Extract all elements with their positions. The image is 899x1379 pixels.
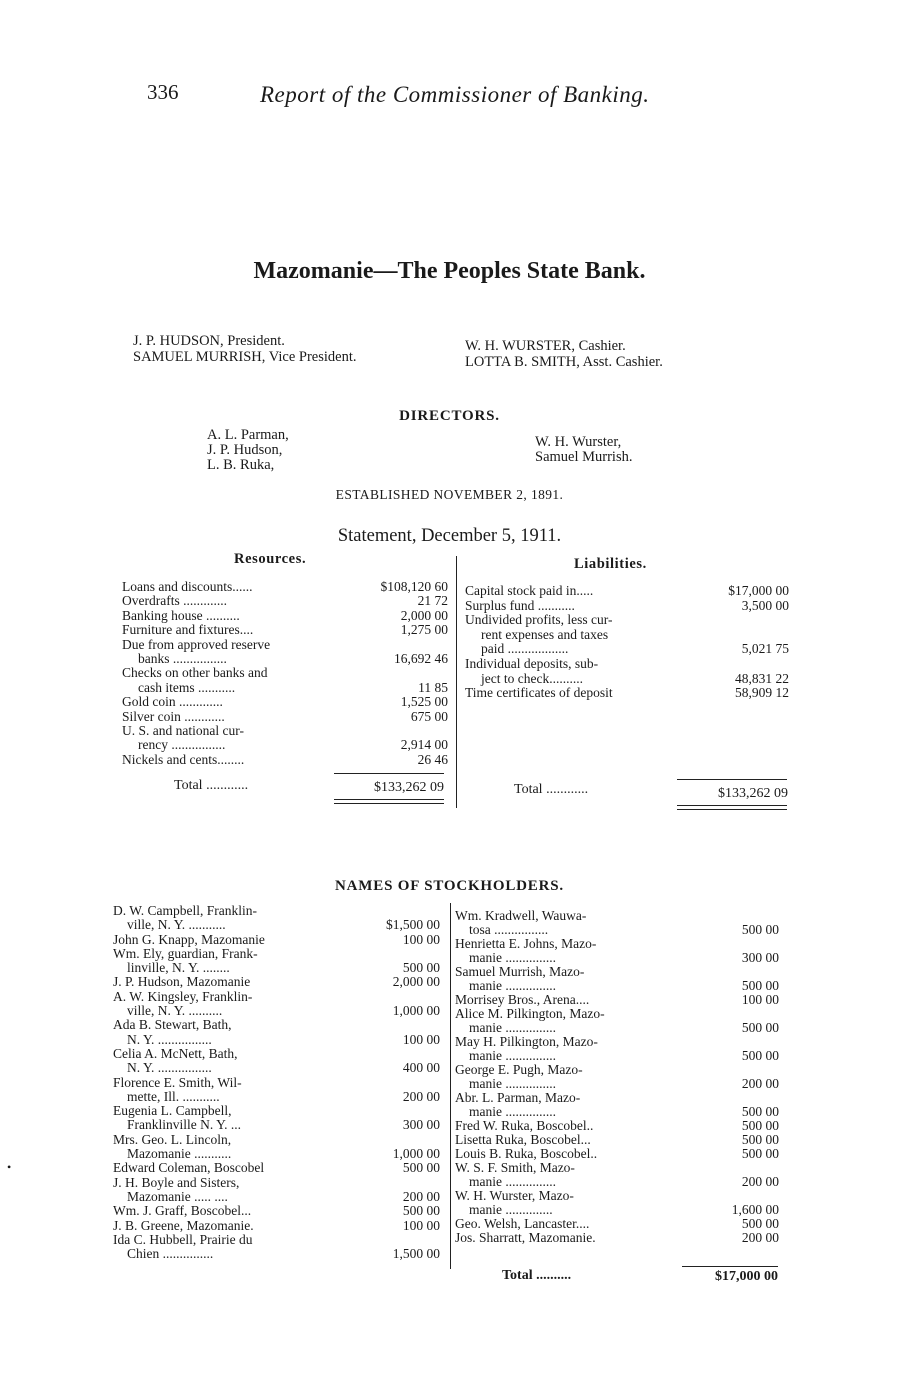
stockholder-name: manie ...............: [469, 1104, 556, 1119]
stockholder-name: Lisetta Ruka, Boscobel...: [455, 1132, 591, 1147]
stockholder-entry: [455, 909, 779, 937]
running-title: Report of the Commissioner of Banking.: [260, 82, 650, 107]
ledger-amount: 11 85: [418, 679, 448, 695]
ledger-label: Individual deposits, sub-: [465, 655, 599, 671]
stockholder-amount: 500 00: [741, 922, 779, 937]
stockholders-right: [455, 909, 779, 1245]
ledger-amount: 2,914 00: [400, 737, 448, 753]
total-rule: [682, 1266, 778, 1267]
stockholder-entry: [455, 1161, 779, 1189]
stockholder-name: manie ...............: [469, 978, 556, 993]
ledger-label: Furniture and fixtures....: [122, 622, 254, 638]
stockholder-name: A. W. Kingsley, Franklin-: [113, 988, 253, 1004]
stockholder-name: J. P. Hudson, Mazomanie: [113, 974, 251, 990]
stockholder-entry: [113, 1133, 440, 1162]
ledger-label: U. S. and national cur-: [122, 722, 244, 738]
column-divider: [450, 903, 451, 1269]
directors-left: [207, 428, 289, 473]
liabilities-total-label: Total ............: [514, 782, 589, 797]
stockholder-name: Wm. J. Graff, Boscobel...: [113, 1203, 252, 1219]
stockholder-amount: 1,000 00: [392, 1003, 440, 1019]
ledger-label: Loans and discounts......: [122, 579, 253, 594]
stockholder-amount: 500 00: [402, 1160, 440, 1176]
stockholder-entry: [113, 904, 440, 933]
stockholder-amount: 2,000 00: [392, 974, 440, 990]
stockholder-entry: [455, 1231, 779, 1245]
stockholder-name: Mazomanie ..... ....: [127, 1188, 228, 1204]
ledger-label: rent expenses and taxes: [481, 626, 609, 642]
ledger-amount: 1,275 00: [400, 622, 448, 638]
ledger-label: Time certificates of deposit: [465, 685, 613, 701]
ledger-label: Undivided profits, less cur-: [465, 612, 613, 628]
stockholder-entry: [113, 1047, 440, 1076]
double-rule: [334, 799, 444, 804]
stockholder-name: manie ...............: [469, 1020, 556, 1035]
ledger-amount: 3,500 00: [741, 597, 789, 613]
stockholder-amount: 100 00: [741, 992, 779, 1007]
stockholder-name: Fred W. Ruka, Boscobel..: [455, 1118, 594, 1133]
director-name: J. P. Hudson,: [207, 442, 283, 458]
stockholder-amount: 200 00: [741, 1174, 779, 1189]
officer-president: J. P. HUDSON, President.: [133, 333, 285, 349]
ledger-label: Silver coin ............: [122, 708, 225, 724]
resources-list: [122, 580, 448, 767]
ledger-item: [465, 657, 789, 686]
stockholder-name: Ada B. Stewart, Bath,: [113, 1017, 232, 1033]
ledger-item: [465, 599, 789, 614]
stockholder-name: Franklinville N. Y. ...: [127, 1117, 241, 1133]
stockholder-name: Wm. Ely, guardian, Frank-: [113, 945, 258, 961]
stockholder-entry: [455, 1063, 779, 1091]
stockholder-amount: 500 00: [402, 1203, 440, 1219]
ledger-label: Gold coin .............: [122, 694, 223, 710]
stockholder-name: N. Y. ................: [127, 1031, 212, 1047]
officers-right: [465, 338, 663, 370]
stockholder-name: D. W. Campbell, Franklin-: [113, 903, 257, 918]
ledger-item: [122, 580, 448, 594]
stockholder-name: Chien ...............: [127, 1246, 214, 1262]
ledger-item: [465, 613, 789, 657]
stockholder-name: John G. Knapp, Mazomanie: [113, 931, 265, 947]
established-date: ESTABLISHED NOVEMBER 2, 1891.: [335, 487, 564, 502]
stockholder-entry: [113, 947, 440, 976]
liabilities-list: [465, 584, 789, 701]
stockholder-amount: 500 00: [741, 1216, 779, 1231]
ledger-item: [122, 710, 448, 724]
director-name: W. H. Wurster,: [535, 434, 622, 450]
stockholder-amount: 1,600 00: [731, 1202, 779, 1217]
stockholder-amount: 500 00: [741, 1132, 779, 1147]
stockholder-name: manie ...............: [469, 950, 556, 965]
statement-title: Statement, December 5, 1911.: [337, 526, 562, 546]
ledger-label: Overdrafts .............: [122, 593, 227, 609]
stockholder-entry: [455, 1217, 779, 1231]
ledger-amount: 675 00: [410, 708, 448, 724]
resources-total: $133,262 09: [374, 780, 444, 795]
stockholder-name: mette, Ill. ...........: [127, 1088, 220, 1104]
stockholder-name: manie ...............: [469, 1076, 556, 1091]
stockholder-amount: 300 00: [741, 950, 779, 965]
ledger-amount: 48,831 22: [735, 670, 789, 686]
ledger-item: [122, 623, 448, 637]
stockholder-amount: 100 00: [402, 1031, 440, 1047]
ledger-label: rency ................: [138, 737, 226, 753]
ledger-item: [122, 724, 448, 753]
bank-title: Mazomanie—The Peoples State Bank.: [253, 258, 646, 284]
ledger-label: Checks on other banks and: [122, 665, 268, 681]
stockholder-name: Alice M. Pilkington, Mazo-: [455, 1006, 605, 1021]
stockholder-name: Morrisey Bros., Arena....: [455, 992, 590, 1007]
stockholder-entry: [455, 1147, 779, 1161]
total-rule: [334, 773, 444, 774]
stockholder-entry: [113, 933, 440, 947]
stockholder-name: Edward Coleman, Boscobel: [113, 1160, 265, 1176]
stockholder-amount: 500 00: [402, 960, 440, 976]
ledger-label: Banking house ..........: [122, 607, 240, 623]
ledger-amount: $17,000 00: [728, 583, 789, 598]
stockholders-total-label: Total ..........: [502, 1268, 572, 1283]
page-number: 336: [147, 80, 179, 104]
ledger-label: paid ..................: [481, 641, 569, 657]
ledger-item: [122, 638, 448, 667]
stockholder-amount: 500 00: [741, 1020, 779, 1035]
liabilities-heading: Liabilities.: [574, 556, 647, 572]
stockholder-amount: 1,500 00: [392, 1246, 440, 1262]
stockholder-amount: 500 00: [741, 1048, 779, 1063]
stockholder-name: manie ..............: [469, 1202, 553, 1217]
ledger-amount: 21 72: [417, 593, 448, 609]
ledger-item: [122, 609, 448, 623]
stockholder-name: N. Y. ................: [127, 1060, 212, 1076]
ledger-amount: 2,000 00: [400, 607, 448, 623]
stockholder-entry: [113, 1076, 440, 1105]
stockholder-entry: [455, 1007, 779, 1035]
resources-total-label: Total ............: [174, 778, 249, 793]
stockholders-heading: NAMES OF STOCKHOLDERS.: [335, 878, 564, 894]
stockholder-name: tosa ................: [469, 922, 549, 937]
stockholder-name: Jos. Sharratt, Mazomanie.: [455, 1230, 596, 1245]
ledger-amount: 16,692 46: [394, 650, 448, 666]
total-rule: [677, 779, 787, 780]
stockholder-entry: [455, 1119, 779, 1133]
double-rule: [677, 805, 787, 810]
officer-asst-cashier: LOTTA B. SMITH, Asst. Cashier.: [465, 354, 663, 370]
ledger-item: [465, 686, 789, 701]
officer-cashier: W. H. WURSTER, Cashier.: [465, 338, 626, 354]
director-name: A. L. Parman,: [207, 427, 289, 443]
stockholder-name: manie ...............: [469, 1174, 556, 1189]
stockholder-name: Eugenia L. Campbell,: [113, 1103, 232, 1119]
stockholder-amount: 200 00: [402, 1188, 440, 1204]
stockholder-name: Florence E. Smith, Wil-: [113, 1074, 242, 1090]
stockholder-name: ville, N. Y. ...........: [127, 917, 226, 933]
stockholder-name: Geo. Welsh, Lancaster....: [455, 1216, 590, 1231]
stockholder-name: Louis B. Ruka, Boscobel..: [455, 1146, 598, 1161]
ledger-item: [122, 594, 448, 608]
stockholder-amount: 200 00: [402, 1088, 440, 1104]
stockholder-amount: 1,000 00: [392, 1146, 440, 1162]
ledger-item: [122, 753, 448, 767]
ledger-label: cash items ...........: [138, 679, 236, 695]
stockholder-name: Abr. L. Parman, Mazo-: [455, 1090, 581, 1105]
ledger-item: [465, 584, 789, 599]
stockholder-name: J. B. Greene, Mazomanie.: [113, 1217, 254, 1233]
director-name: L. B. Ruka,: [207, 457, 275, 473]
stockholder-entry: [455, 965, 779, 993]
stockholder-entry: [113, 1104, 440, 1133]
stockholder-name: Ida C. Hubbell, Prairie du: [113, 1231, 253, 1247]
stockholder-amount: 200 00: [741, 1076, 779, 1091]
liabilities-total: $133,262 09: [718, 786, 788, 801]
stockholder-entry: [455, 937, 779, 965]
stockholder-name: Mazomanie ...........: [127, 1146, 232, 1162]
stockholder-entry: [455, 1035, 779, 1063]
stockholder-name: Mrs. Geo. L. Lincoln,: [113, 1131, 232, 1147]
stockholder-name: Celia A. McNett, Bath,: [113, 1045, 238, 1061]
directors-heading: DIRECTORS.: [399, 408, 500, 424]
stockholder-amount: 200 00: [741, 1230, 779, 1245]
ledger-amount: 1,525 00: [400, 694, 448, 710]
ledger-label: Due from approved reserve: [122, 636, 271, 652]
officers-left: [133, 333, 356, 365]
stockholder-name: manie ...............: [469, 1048, 556, 1063]
stockholders-total: $17,000 00: [715, 1269, 778, 1284]
ledger-item: [122, 666, 448, 695]
stockholder-entry: [113, 1176, 440, 1205]
stockholder-name: Samuel Murrish, Mazo-: [455, 964, 585, 979]
stockholder-entry: [113, 1161, 440, 1175]
stockholder-amount: 300 00: [402, 1117, 440, 1133]
stockholder-amount: 500 00: [741, 1104, 779, 1119]
stockholder-amount: 500 00: [741, 1118, 779, 1133]
stockholder-name: May H. Pilkington, Mazo-: [455, 1034, 598, 1049]
stockholder-entry: [113, 1018, 440, 1047]
stockholder-amount: 500 00: [741, 1146, 779, 1161]
stockholder-entry: [455, 1189, 779, 1217]
directors-right: [535, 435, 632, 465]
stockholder-name: J. H. Boyle and Sisters,: [113, 1174, 240, 1190]
stockholder-entry: [113, 975, 440, 989]
stockholder-entry: [455, 1133, 779, 1147]
stockholder-entry: [455, 1091, 779, 1119]
ledger-amount: 26 46: [417, 751, 448, 767]
stockholder-amount: 100 00: [402, 1217, 440, 1233]
stockholder-name: W. S. F. Smith, Mazo-: [455, 1160, 575, 1175]
ledger-item: [122, 695, 448, 709]
stockholders-left: [113, 904, 440, 1261]
stockholder-amount: 400 00: [402, 1060, 440, 1076]
stockholder-name: Wm. Kradwell, Wauwa-: [455, 908, 587, 923]
ledger-amount: 58,909 12: [735, 685, 789, 701]
stockholder-entry: [113, 1219, 440, 1233]
stockholder-name: Henrietta E. Johns, Mazo-: [455, 936, 597, 951]
stockholder-amount: $1,500 00: [386, 917, 440, 933]
margin-dot: •: [7, 1160, 12, 1174]
stockholder-entry: [113, 990, 440, 1019]
stockholder-name: George E. Pugh, Mazo-: [455, 1062, 583, 1077]
stockholder-entry: [455, 993, 779, 1007]
ledger-label: Nickels and cents........: [122, 751, 245, 767]
resources-heading: Resources.: [234, 551, 307, 567]
column-divider: [456, 556, 457, 808]
stockholder-amount: 500 00: [741, 978, 779, 993]
ledger-label: banks ................: [138, 650, 227, 666]
stockholder-entry: [113, 1233, 440, 1262]
ledger-label: ject to check..........: [481, 670, 583, 686]
stockholder-name: W. H. Wurster, Mazo-: [455, 1188, 574, 1203]
ledger-label: Capital stock paid in.....: [465, 583, 594, 598]
stockholder-entry: [113, 1204, 440, 1218]
director-name: Samuel Murrish.: [535, 449, 633, 465]
ledger-label: Surplus fund ...........: [465, 597, 575, 613]
ledger-amount: 5,021 75: [741, 641, 789, 657]
stockholder-name: ville, N. Y. ..........: [127, 1003, 223, 1019]
stockholder-name: linville, N. Y. ........: [127, 960, 230, 976]
stockholder-amount: 100 00: [402, 931, 440, 947]
ledger-amount: $108,120 60: [380, 579, 448, 594]
officer-vice-president: SAMUEL MURRISH, Vice President.: [133, 349, 357, 365]
